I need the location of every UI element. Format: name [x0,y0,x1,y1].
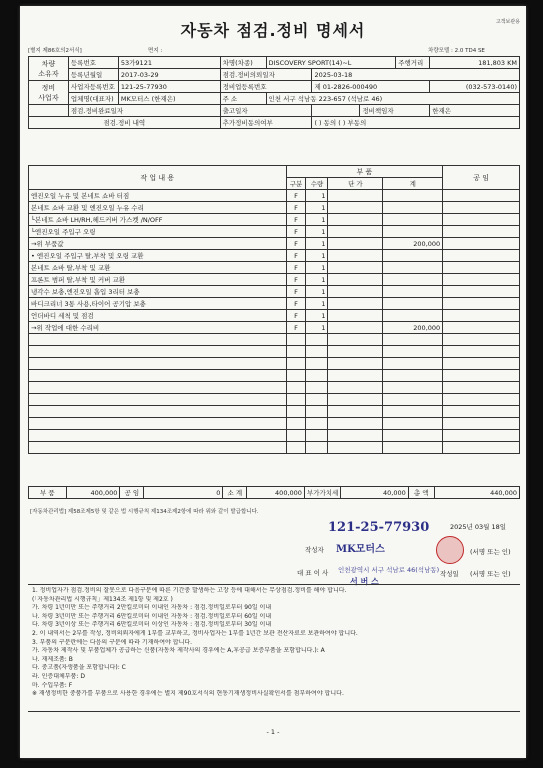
work-header: 작 업 내 용 [29,166,287,190]
form-number: [별지 제86호의2서식] [28,48,82,54]
parts-total-value: 400,000 [66,487,120,499]
issue-date: 2025년 03월 18일 [450,523,507,531]
note-line: 나. 차령 3년미만 또는 주행거리 6만킬로미터 이내인 자동차 : 점검.정비일로부터 60일 이내 [32,612,272,620]
part-total: 200,000 [383,322,443,334]
part-qty: 1 [306,226,328,238]
labor-cell [443,238,520,250]
work-description: 본네트 쇼바 교환 및 엔진오일 누유 수리 [29,202,287,214]
part-kind: F [286,298,306,310]
empty-row [29,382,520,394]
work-description: 바디크리너 3통 사용,타이어 공기압 보충 [29,298,287,310]
labor-cell [443,226,520,238]
note-line: 3. 부품의 구분란에는 다음의 구분에 따라 기재하여야 합니다. [32,638,193,646]
labor-cell [443,202,520,214]
rep-name: 서 버 스 [350,577,379,586]
rep-address: 인천광역시 서구 석남로 46(석남동) [338,566,440,574]
work-description: 냉각수 보충,엔진오일 흡입 3리터 보충 [29,286,287,298]
document-page [20,6,526,758]
grand-total-label: 총 액 [408,487,434,499]
complete-date-label: 점검.정비완료일자 [68,105,220,117]
part-price [328,226,383,238]
issuer-label: 작성자 [305,546,324,554]
work-description: 엔진오일 누유 및 본네트 쇼바 터짐 [29,190,287,202]
issuer-sign: (서명 또는 인) [470,548,511,556]
part-total [383,262,443,274]
sheet-label: 면지 : [148,48,163,54]
price-header: 단 가 [328,178,383,190]
note-line: 가. 차령 1년미만 또는 주행거리 2만킬로미터 이내인 자동차 : 점검.정비일로부터 90일 이내 [32,604,272,612]
request-date-value: 2025-03-18 [312,69,520,81]
biz-name-value: MK모터스 (한재은) [118,93,220,105]
part-price [328,286,383,298]
rep-label: 대 표 이 사 [297,569,329,577]
note-line: 나. 재제조품: B [32,655,73,663]
manager-label: 정비책임자 [360,105,430,117]
work-description: 프론트 범퍼 탈,부착 및 커버 교환 [29,274,287,286]
part-total [383,286,443,298]
empty-row [29,346,520,358]
work-description: 본네트 쇼바 탈,부착 및 교환 [29,262,287,274]
empty-row [29,418,520,430]
part-qty: 1 [306,202,328,214]
work-description: →위 부품값 [29,238,287,250]
model-value: DISCOVERY SPORT(14)~L [266,57,396,69]
part-total [383,310,443,322]
stamp-biz-no: 121-25-77930 [328,520,430,535]
labor-cell [443,298,520,310]
part-qty: 1 [306,214,328,226]
labor-cell [443,274,520,286]
labor-cell [443,250,520,262]
info-table [28,56,520,129]
labor-total-value: 0 [144,487,223,499]
part-qty: 1 [306,190,328,202]
part-total [383,226,443,238]
part-price [328,250,383,262]
reg-date-value: 2017-03-29 [118,69,220,81]
part-kind: F [286,322,306,334]
subtotal-value: 400,000 [247,487,305,499]
note-line: 라. 인증대체부품: D [32,672,85,680]
reg-no-label: 등록번호 [68,57,118,69]
red-seal [436,536,464,564]
work-table [28,165,520,454]
part-kind: F [286,310,306,322]
reg-no-value: 53가9121 [118,57,220,69]
part-price [328,322,383,334]
notes-box [28,584,520,712]
shop-reg-value: 제 01-2826-000490 [312,81,430,93]
part-price [328,262,383,274]
part-kind: F [286,262,306,274]
note-line: 1. 정비업자가 점검.정비의 잘못으로 다음구분에 따른 기간중 발생하는 고장 등에 대해서는 무상점검.정비를 해야 합니다. [32,587,347,594]
note-line: 마. 수입부품: F [32,681,73,689]
extra-consent-value: ( ) 동의 ( ) 부동의 [312,117,520,129]
work-description: →위 작업에 대한 수리비 [29,322,287,334]
qty-header: 수량 [306,178,328,190]
part-kind: F [286,202,306,214]
work-row [29,298,520,310]
vat-label: 부가가치세 [304,487,340,499]
biz-name-label: 업체명(대표자) [68,93,118,105]
issuer-name: MK모터스 [336,544,385,555]
work-row [29,226,520,238]
part-total [383,202,443,214]
labor-cell [443,190,520,202]
subtotal-label: 소 계 [223,487,247,499]
part-price [328,214,383,226]
part-total [383,190,443,202]
page-number: - 1 - [266,728,280,736]
kind-header: 구분 [286,178,306,190]
note-line: 2. 이 내역서는 2부를 작성, 정비의뢰자에게 1부를 교부하고, 정비사업자는 1부를 1년간 보관 전산자료로 보관하여야 합니다. [32,629,358,637]
shop-reg-label: 정비업등록번호 [220,81,312,93]
address-label: 주 소 [220,93,266,105]
labor-cell [443,262,520,274]
reg-date-label: 등록년월일 [68,69,118,81]
part-kind: F [286,286,306,298]
part-total [383,250,443,262]
part-kind: F [286,214,306,226]
extra-consent-label: 추가정비동의여부 [220,117,312,129]
part-qty: 1 [306,298,328,310]
parts-header: 부 품 [286,166,443,178]
copy-type-label: 고객보관용 [495,19,520,25]
note-line: 가. 자동차 제작사 및 부품업체가 공급하는 신품(자동차 제작사의 경우에는 A,후공급 보증부품을 포함합니다.): A [32,647,325,655]
rep-sign: (서명 또는 인) [470,570,511,578]
biz-no-value: 121-25-77930 [118,81,220,93]
document-title: 자동차 점검.정비 명세서 [180,21,366,40]
labor-cell [443,322,520,334]
note-line: 다. 차령 3년이상 또는 주행거리 6만킬로미터 이상인 자동차 : 점검.정비일로부터 30일 이내 [32,621,272,629]
business-section-label: 정비 사업자 [29,81,69,105]
release-date-label: 출고일자 [220,105,312,117]
part-price [328,238,383,250]
empty-row [29,358,520,370]
part-qty: 1 [306,250,328,262]
part-qty: 1 [306,286,328,298]
work-description: └엔진오일 주입구 오링 [29,226,287,238]
manager-value: 한재은 [430,105,520,117]
part-price [328,202,383,214]
work-row [29,286,520,298]
part-total [383,298,443,310]
work-row [29,274,520,286]
total-header: 계 [383,178,443,190]
part-kind: F [286,238,306,250]
labor-cell [443,310,520,322]
empty-row [29,442,520,454]
work-row [29,262,520,274]
part-price [328,274,383,286]
empty-row [29,334,520,346]
empty-row [29,370,520,382]
part-qty: 1 [306,274,328,286]
part-price [328,190,383,202]
biz-no-label: 사업자등록번호 [68,81,118,93]
detail-label: 점검.정비 내역 [29,117,221,129]
mileage-value: 181,803 KM [430,57,520,69]
empty-row [29,430,520,442]
note-line: 다. 중고품(자생품을 포함합니다): C [32,664,126,672]
part-total: 200,000 [383,238,443,250]
vehicle-model-label: 차량모델 : 2.0 TD4 SE [428,48,485,54]
part-qty: 1 [306,262,328,274]
mileage-label: 주행거리 [396,57,430,69]
rep-sign-label: 작성일 [440,570,459,578]
part-kind: F [286,226,306,238]
law-note: [자동차관리법] 제58조제5항 및 같은 법 시행규칙 제134조제2항에 따라 위와 같이 발급합니다. [30,509,259,515]
vat-value: 40,000 [341,487,408,499]
part-qty: 1 [306,310,328,322]
model-label: 차명(차종) [220,57,266,69]
labor-cell [443,214,520,226]
request-date-label: 점검.정비의뢰일자 [220,69,312,81]
parts-total-label: 부 품 [29,487,67,499]
grand-total-value: 440,000 [434,487,519,499]
part-price [328,298,383,310]
vehicle-section-label: 차량 소유자 [29,57,69,81]
work-row [29,214,520,226]
totals-table [28,486,520,499]
address-value: 인천 서구 석남동 223-657 (석남로 46) [266,93,519,105]
part-kind: F [286,190,306,202]
work-row [29,250,520,262]
labor-total-label: 공 임 [120,487,144,499]
part-total [383,214,443,226]
work-row [29,238,520,250]
note-line: (「자동차관리법 시행규칙」제134조 제1항 및 제2호 ) [32,595,173,603]
part-qty: 1 [306,322,328,334]
work-description: └본네트 쇼바 LH/RH,헤드커버 가스켓 /N/OFF [29,214,287,226]
labor-header: 공 임 [443,166,520,190]
work-description: 언더바디 세척 및 점검 [29,310,287,322]
part-kind: F [286,274,306,286]
part-price [328,310,383,322]
work-description: • 엔진오일 주입구 탈,부착 및 오링 교환 [29,250,287,262]
work-row [29,310,520,322]
note-line: ※ 재생정비한 중품가를 부품으로 사용한 경우에는 별지 제90호서식의 현동기재생정비사실확인서를 첨부하여야 합니다. [32,690,344,698]
work-row [29,190,520,202]
part-kind: F [286,250,306,262]
part-qty: 1 [306,238,328,250]
part-total [383,274,443,286]
labor-cell [443,286,520,298]
work-row [29,322,520,334]
work-row [29,202,520,214]
empty-row [29,406,520,418]
phone-value: (032-573-0140) [430,81,520,93]
empty-row [29,394,520,406]
